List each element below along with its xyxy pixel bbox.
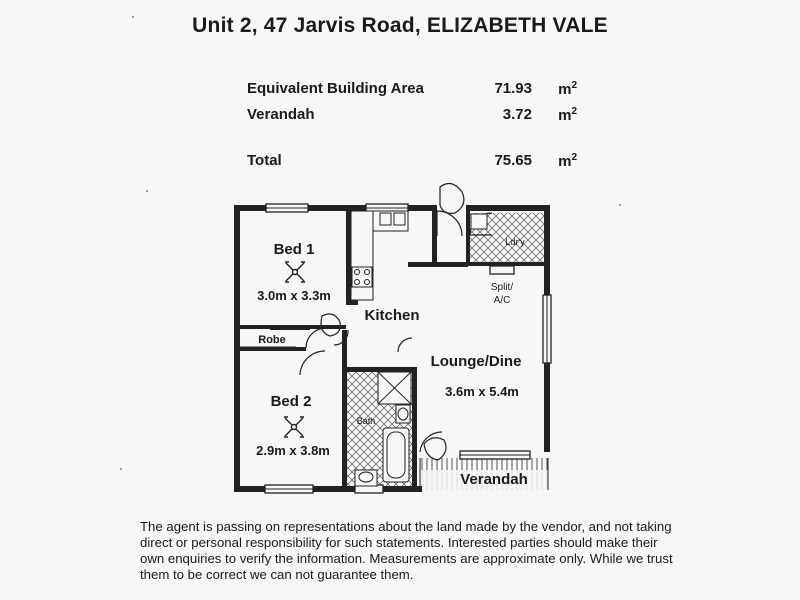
lounge-dimensions: 3.6m x 5.4m	[445, 384, 519, 399]
laundry-tub	[471, 214, 487, 229]
area-unit: $m^2$	[558, 80, 577, 98]
area-label: Equivalent Building Area	[247, 80, 424, 97]
disclaimer-text: The agent is passing on representations about the land made by the vendor, and not taking direct or personal responsibility for such statements. Interested parties should make their own enquiries to verify the information. Measurements are approximate only. While we trust them to be correct we can not guarantee them.	[140, 519, 673, 582]
split-ac-label: A/C	[493, 295, 511, 306]
lounge-label: Lounge/Dine	[430, 353, 522, 370]
property-title: Unit 2, 47 Jarvis Road, ELIZABETH VALE	[192, 14, 608, 37]
scan-speck	[146, 190, 148, 192]
robe-label: Robe	[258, 334, 286, 346]
bed2-dimensions: 2.9m x 3.8m	[256, 443, 330, 458]
kitchen-label: Kitchen	[364, 307, 420, 324]
scan-speck	[120, 468, 122, 470]
kitchen-fixtures	[351, 211, 408, 300]
area-unit: $m^2$	[558, 106, 577, 124]
bed1-label: Bed 1	[273, 241, 315, 258]
bed1-dimensions: 3.0m x 3.3m	[257, 288, 331, 303]
scan-speck	[619, 204, 621, 206]
ceiling-fan-icon	[284, 417, 304, 437]
split-ac-label: Split/	[490, 282, 514, 293]
area-label: Verandah	[247, 106, 315, 123]
area-value: 75.65	[494, 152, 532, 169]
scan-speck	[132, 16, 134, 18]
bed2-label: Bed 2	[270, 393, 312, 410]
verandah-label: Verandah	[460, 471, 528, 488]
laundry-label: Ldr'y	[505, 237, 525, 247]
ceiling-fan-icon	[285, 262, 305, 282]
area-unit: $m^2$	[558, 152, 577, 170]
area-value: 3.72	[502, 106, 532, 123]
split-ac-unit	[490, 266, 514, 274]
area-value: 71.93	[494, 80, 532, 97]
area-label: Total	[247, 152, 282, 169]
bath-label: Bath	[356, 416, 376, 426]
